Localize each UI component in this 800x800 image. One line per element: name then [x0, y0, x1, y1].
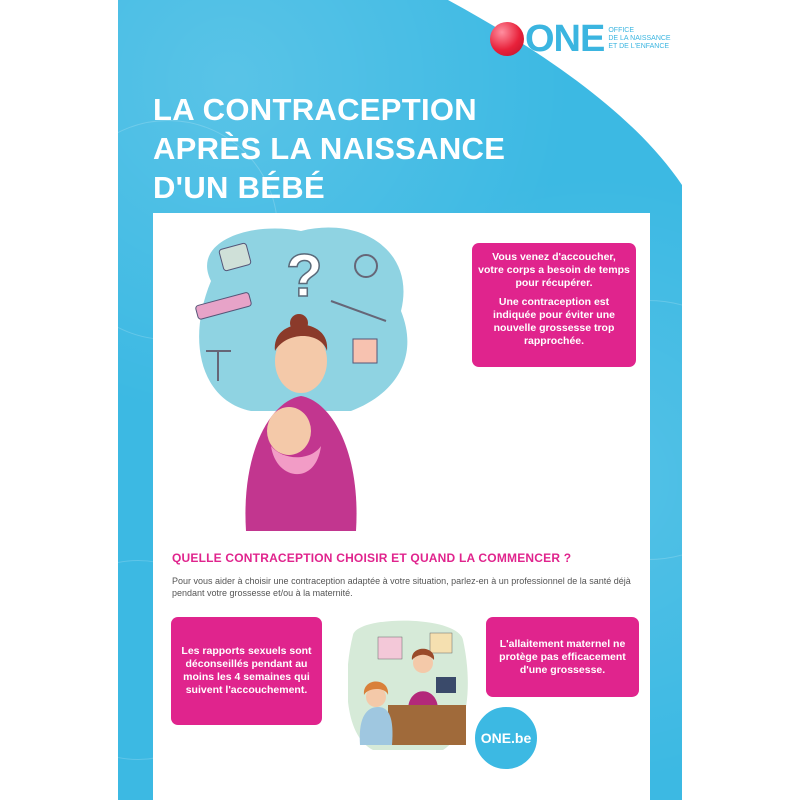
- section-intro: Pour vous aider à choisir une contraception adaptée à votre situation, parlez-en à un professionnel de la santé déjà pendant votre grossesse et/ou à la maternité.: [172, 576, 631, 598]
- one-website-badge[interactable]: ONE.be: [472, 704, 540, 772]
- one-logo: [490, 20, 671, 58]
- info-text: L'allaitement maternel ne protège pas efficacement d'une grossesse.: [499, 637, 626, 676]
- info-box-recovery: [472, 243, 636, 367]
- section-title: QUELLE CONTRACEPTION CHOISIR ET QUAND LA COMMENCER ?: [172, 551, 572, 565]
- info-text: Les rapports sexuels sont déconseillés pendant au moins les 4 semaines qui suivent l'accouchement.: [181, 645, 312, 696]
- content-card: [153, 213, 650, 800]
- logo-subtitle-line: ET DE L'ENFANCE: [608, 43, 670, 50]
- title-line: LA CONTRACEPTION: [153, 92, 477, 127]
- info-box-breastfeeding: [486, 617, 639, 697]
- logo-subtitle: [608, 27, 670, 51]
- consultation-desk-illustration: [348, 615, 468, 755]
- title-line: D'UN BÉBÉ: [153, 170, 325, 205]
- info-text: Une contraception est indiquée pour éviter une nouvelle grossesse trop rapprochée.: [493, 296, 615, 347]
- logo-word: ONE: [525, 18, 605, 60]
- mother-holding-baby-illustration: [191, 221, 411, 531]
- poster: [118, 0, 682, 800]
- logo-ball-icon: [490, 22, 524, 56]
- logo-subtitle-line: DE LA NAISSANCE: [608, 35, 671, 42]
- info-box-intercourse: [171, 617, 322, 725]
- question-mark: ?: [286, 242, 323, 309]
- patch-icon: [353, 339, 377, 363]
- title-line: APRÈS LA NAISSANCE: [153, 131, 506, 166]
- logo-subtitle-line: OFFICE: [608, 27, 635, 34]
- info-text: Vous venez d'accoucher, votre corps a besoin de temps pour récupérer.: [478, 251, 630, 289]
- page-title: [153, 90, 505, 207]
